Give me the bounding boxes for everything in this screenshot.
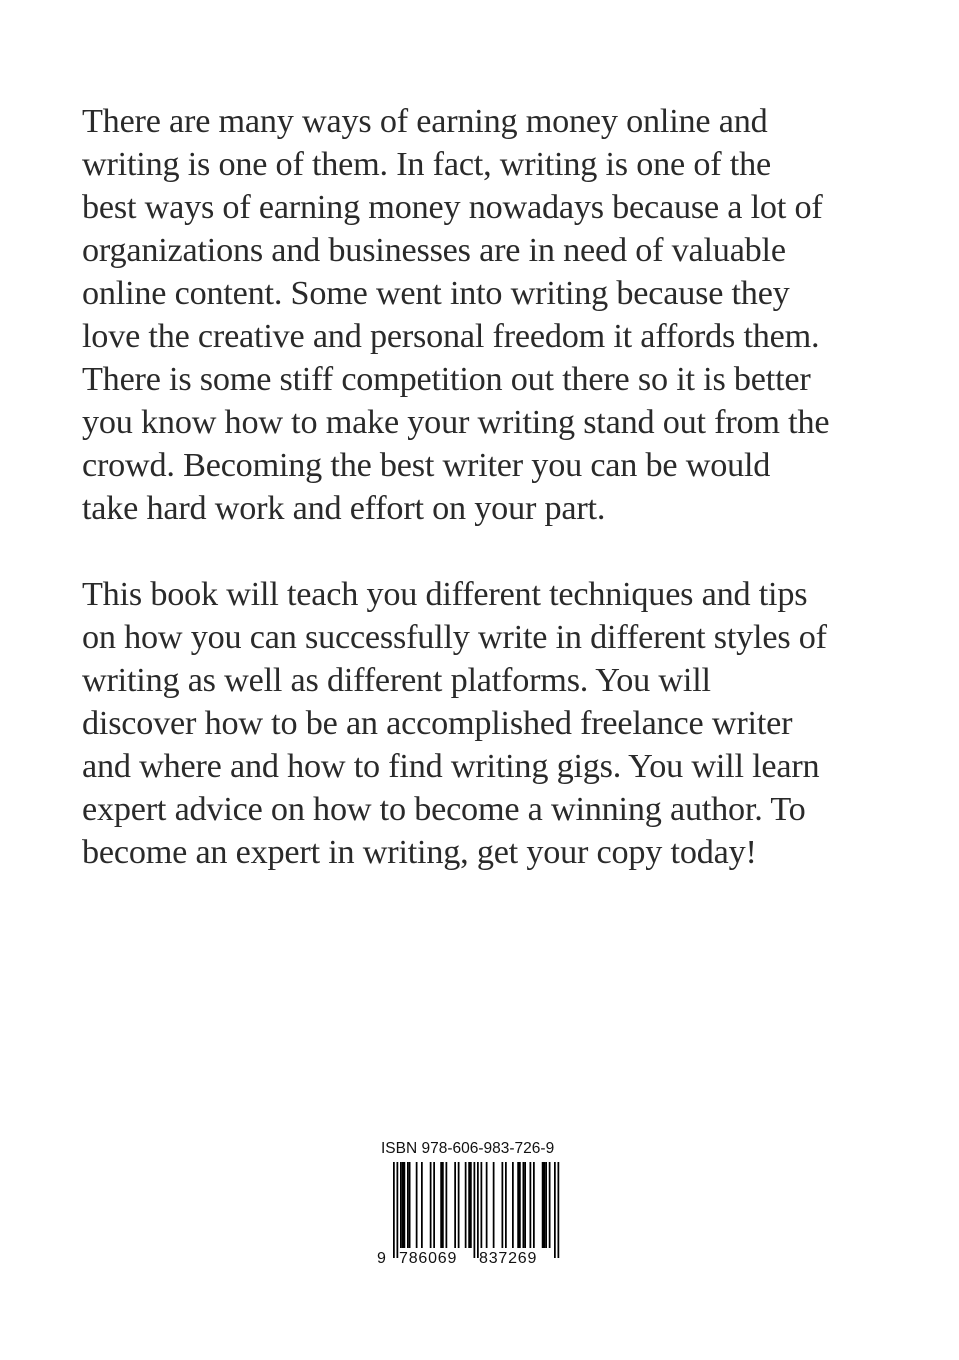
- barcode-bar: [454, 1162, 456, 1248]
- barcode-bar: [481, 1162, 483, 1248]
- blurb-line: best ways of earning money nowadays because a lot of: [82, 189, 823, 226]
- barcode-bar: [458, 1162, 460, 1248]
- blurb-line: organizations and businesses are in need of valuable: [82, 232, 786, 269]
- barcode-bar: [400, 1162, 402, 1248]
- blurb-line: discover how to be an accomplished freelance writer: [82, 705, 793, 742]
- blurb-line: There is some stiff competition out there so it is better: [82, 361, 811, 398]
- barcode-bar: [512, 1162, 514, 1248]
- barcode-bar: [517, 1162, 519, 1248]
- barcode-bar: [409, 1162, 411, 1248]
- blurb-line: take hard work and effort on your part.: [82, 490, 606, 527]
- barcode-bar: [505, 1162, 507, 1248]
- barcode-bar: [524, 1162, 526, 1248]
- barcode-bar: [486, 1162, 488, 1248]
- barcode-bar: [470, 1162, 472, 1248]
- blurb-line: This book will teach you different techniques and tips: [82, 576, 808, 613]
- blurb-line: writing is one of them. In fact, writing is one of the: [82, 146, 771, 183]
- blurb-line: on how you can successfully write in different styles of: [82, 619, 827, 656]
- barcode-bar: [393, 1162, 395, 1258]
- barcode-bar: [542, 1162, 544, 1248]
- barcode-bar: [554, 1162, 556, 1258]
- blurb-paragraph-2: [82, 573, 892, 874]
- barcode-bar: [421, 1162, 423, 1248]
- barcode-bar: [446, 1162, 448, 1248]
- barcode-bar: [433, 1162, 435, 1248]
- blurb-line: love the creative and personal freedom it affords them.: [82, 318, 820, 355]
- blurb-line: There are many ways of earning money online and: [82, 103, 768, 140]
- barcode-bar: [493, 1162, 495, 1248]
- barcode-bar: [404, 1162, 406, 1248]
- blurb-line: become an expert in writing, get your copy today!: [82, 834, 757, 871]
- barcode-bar: [519, 1162, 521, 1248]
- blurb-line: you know how to make your writing stand out from the: [82, 404, 830, 441]
- blurb-paragraph-1: [82, 100, 892, 530]
- barcode-bar: [402, 1162, 404, 1248]
- isbn-label: ISBN 978-606-983-726-9: [381, 1140, 555, 1157]
- isbn-barcode: [375, 1140, 575, 1290]
- barcode-bar: [544, 1162, 546, 1248]
- barcode-bar: [477, 1162, 479, 1258]
- barcode-bar: [416, 1162, 418, 1248]
- barcode-digits-right: 837269: [479, 1250, 538, 1267]
- barcode-bar: [407, 1162, 409, 1248]
- barcode-bar: [465, 1162, 467, 1248]
- barcode-bar: [502, 1162, 504, 1248]
- barcode-bar: [440, 1162, 442, 1248]
- cover-blurb: [82, 100, 892, 874]
- blurb-line: crowd. Becoming the best writer you can be would: [82, 447, 771, 484]
- barcode-bar: [558, 1162, 560, 1258]
- barcode-bars-icon: [375, 1162, 575, 1262]
- barcode-bar: [533, 1162, 535, 1248]
- barcode-bar: [442, 1162, 444, 1248]
- blurb-line: online content. Some went into writing because they: [82, 275, 790, 312]
- barcode-bar: [474, 1162, 476, 1258]
- barcode-bar: [549, 1162, 551, 1248]
- blurb-line: and where and how to find writing gigs. You will learn: [82, 748, 820, 785]
- blurb-line: writing as well as different platforms. You will: [82, 662, 711, 699]
- barcode-bar: [530, 1162, 532, 1248]
- barcode-bar: [468, 1162, 470, 1248]
- barcode-digit-lead: 9: [377, 1250, 386, 1267]
- barcode-bar: [397, 1162, 399, 1258]
- barcode-bar: [523, 1162, 525, 1248]
- blurb-line: expert advice on how to become a winning author. To: [82, 791, 806, 828]
- barcode-digits-left: 786069: [399, 1250, 458, 1267]
- barcode-bar: [430, 1162, 432, 1248]
- barcode-bar: [545, 1162, 547, 1248]
